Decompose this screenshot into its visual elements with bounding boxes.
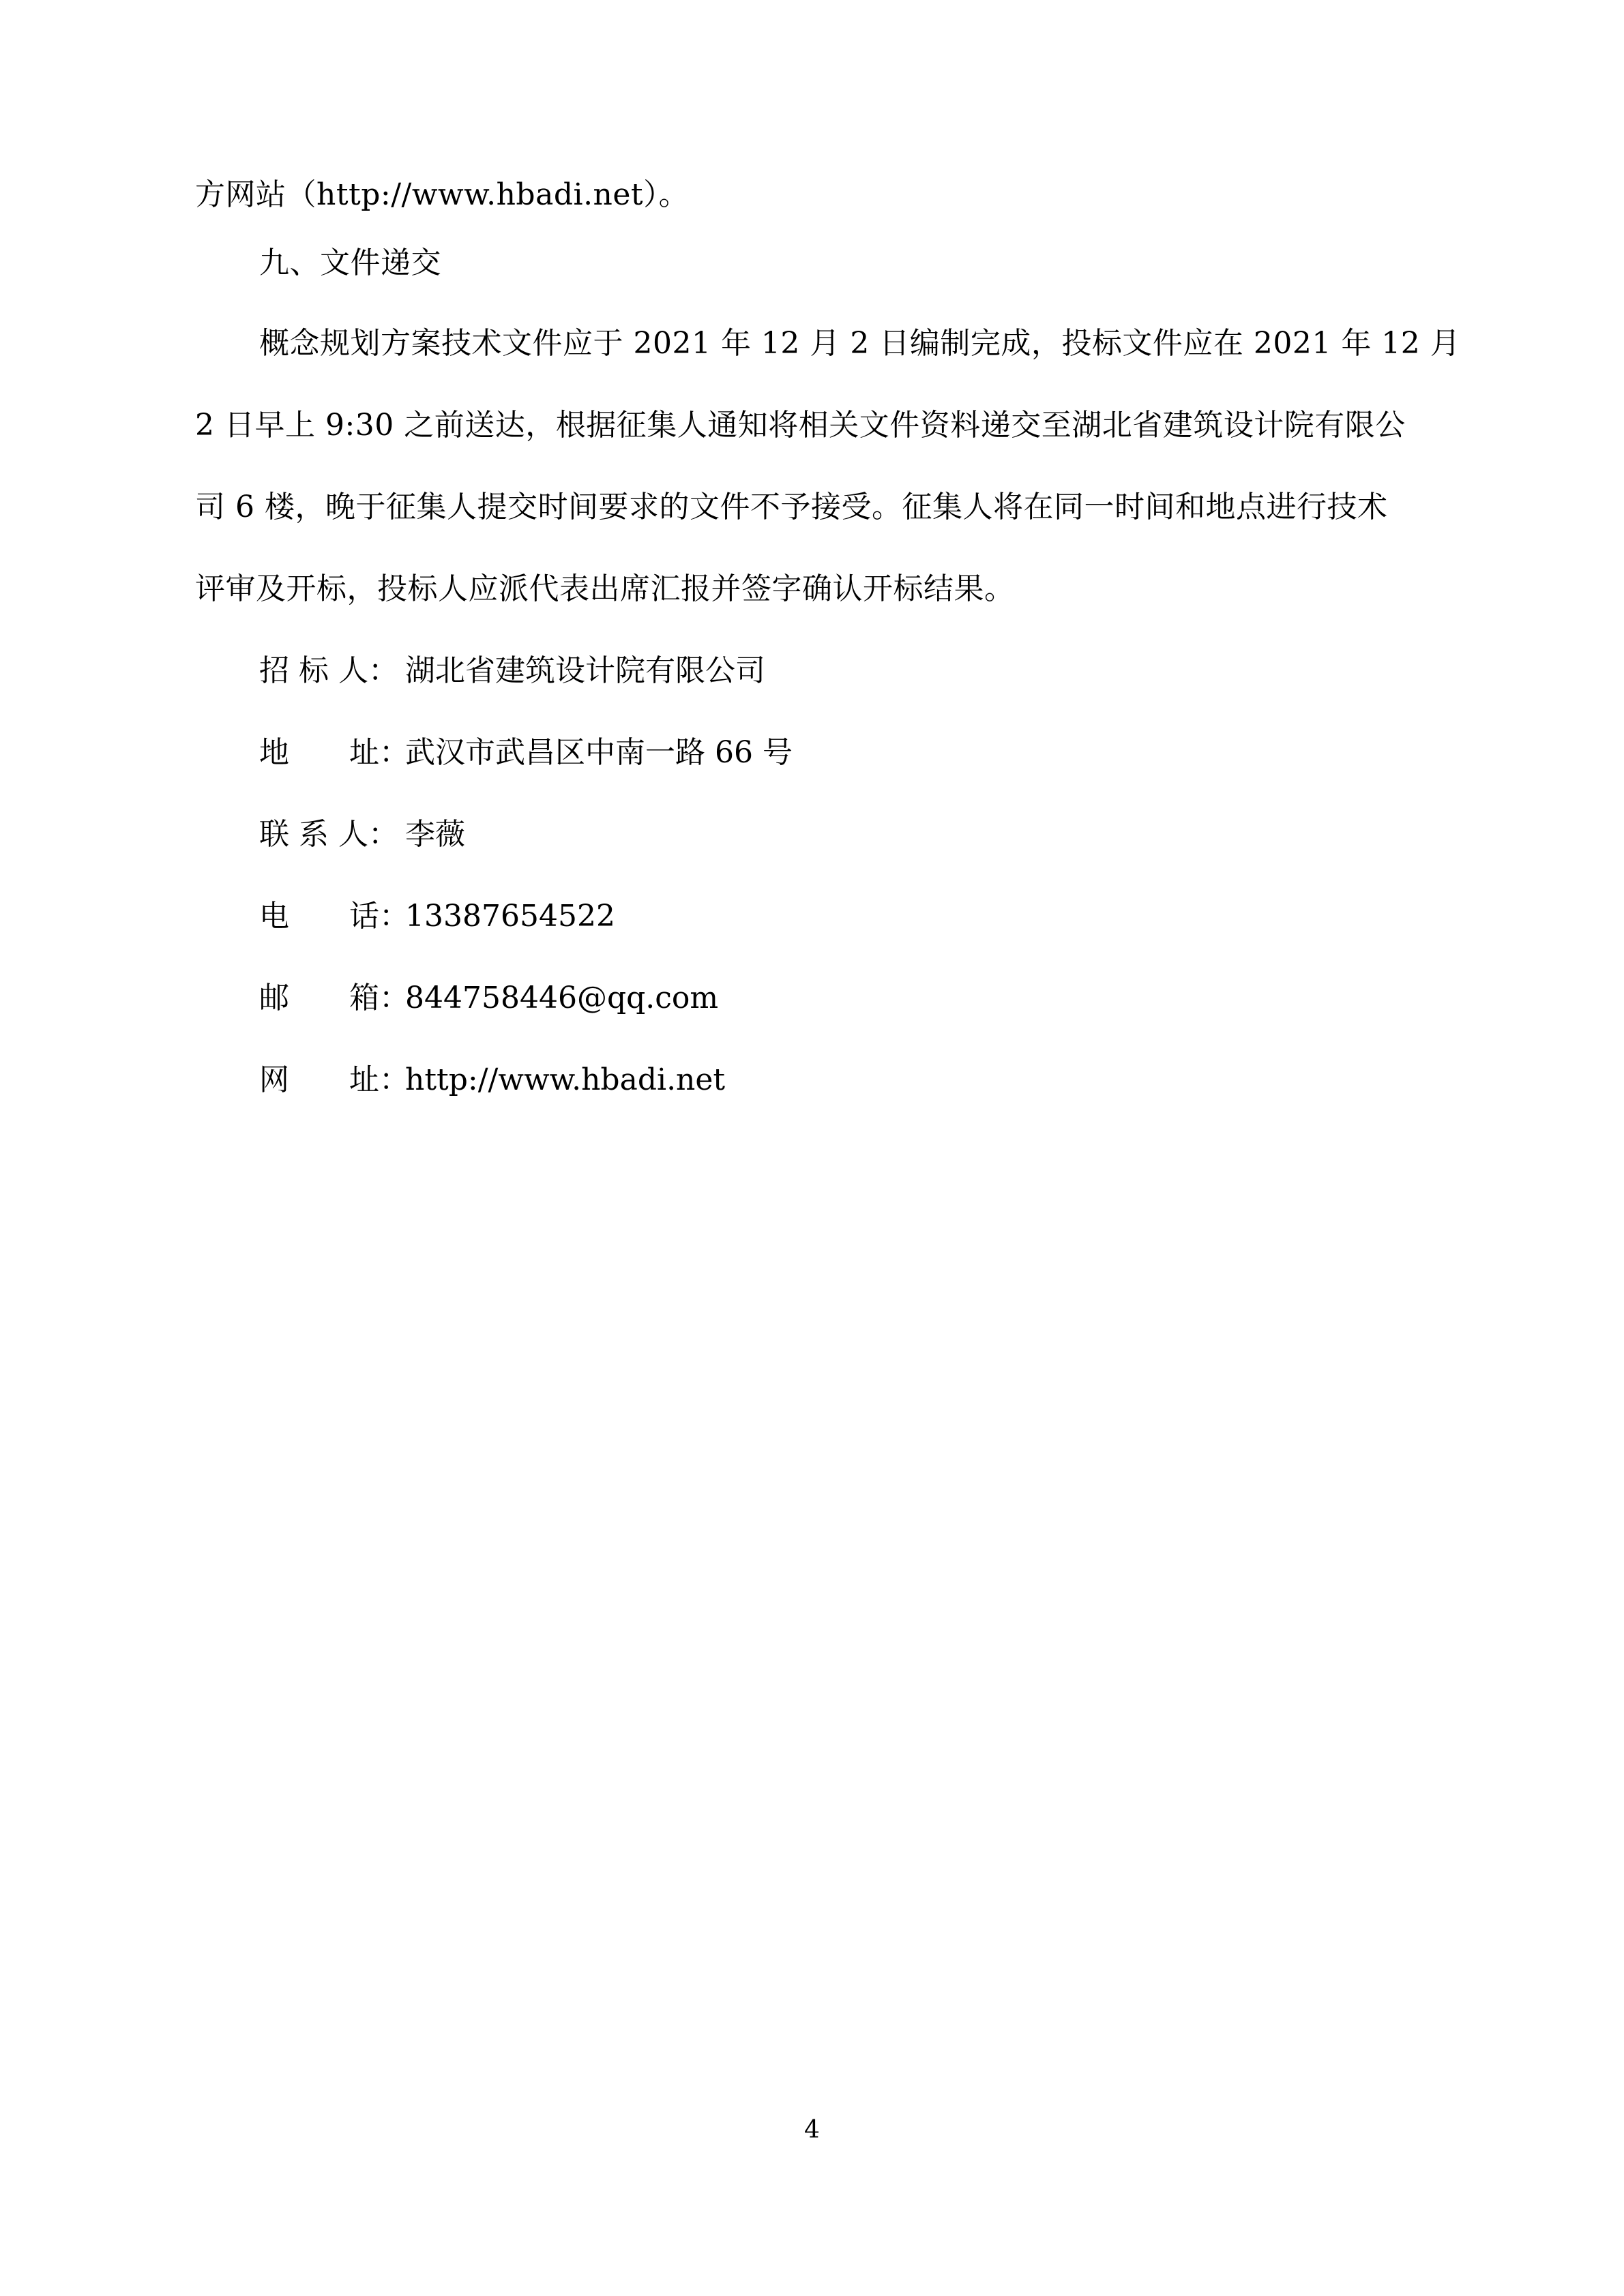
contact-row-phone: [259, 896, 615, 937]
contact-label-phone: 电 话：: [259, 899, 409, 934]
contact-value-phone: 13387654522: [405, 899, 615, 934]
contact-value-contact-person: 李薇: [405, 817, 465, 852]
contact-row-email: [259, 978, 718, 1019]
page-number: 4: [804, 2116, 820, 2144]
contact-label-website: 网 址：: [259, 1062, 409, 1097]
section-heading: 九、文件递交: [259, 245, 441, 280]
contact-label-contact-person: 联 系 人：: [259, 817, 398, 852]
intro-tail-line: 方网站（http://www.hbadi.net）。: [195, 177, 690, 212]
contact-label-address: 地 址：: [259, 735, 409, 770]
paragraph-line-3: 司 6 楼，晚于征集人提交时间要求的文件不予接受。征集人将在同一时间和地点进行技术: [195, 490, 1388, 524]
paragraph-line-1: 概念规划方案技术文件应于 2021 年 12 月 2 日编制完成，投标文件应在 2021 年 12 月: [259, 326, 1461, 361]
contact-row-contact-person: [259, 814, 465, 855]
contact-value-email: 844758446@qq.com: [405, 981, 719, 1015]
contact-value-tenderer: 湖北省建筑设计院有限公司: [405, 653, 765, 688]
paragraph-line-2: 2 日早上 9:30 之前送达，根据征集人通知将相关文件资料递交至湖北省建筑设计院有限公: [195, 408, 1406, 443]
contact-label-tenderer: 招 标 人：: [259, 653, 398, 688]
contact-row-tenderer: [259, 651, 765, 691]
contact-label-email: 邮 箱：: [259, 981, 409, 1015]
contact-value-website: http://www.hbadi.net: [405, 1062, 726, 1097]
contact-value-address: 武汉市武昌区中南一路 66 号: [405, 735, 793, 770]
contact-row-website: [259, 1060, 725, 1101]
paragraph-line-4: 评审及开标，投标人应派代表出席汇报并签字确认开标结果。: [195, 571, 1015, 606]
contact-row-address: [259, 732, 793, 773]
